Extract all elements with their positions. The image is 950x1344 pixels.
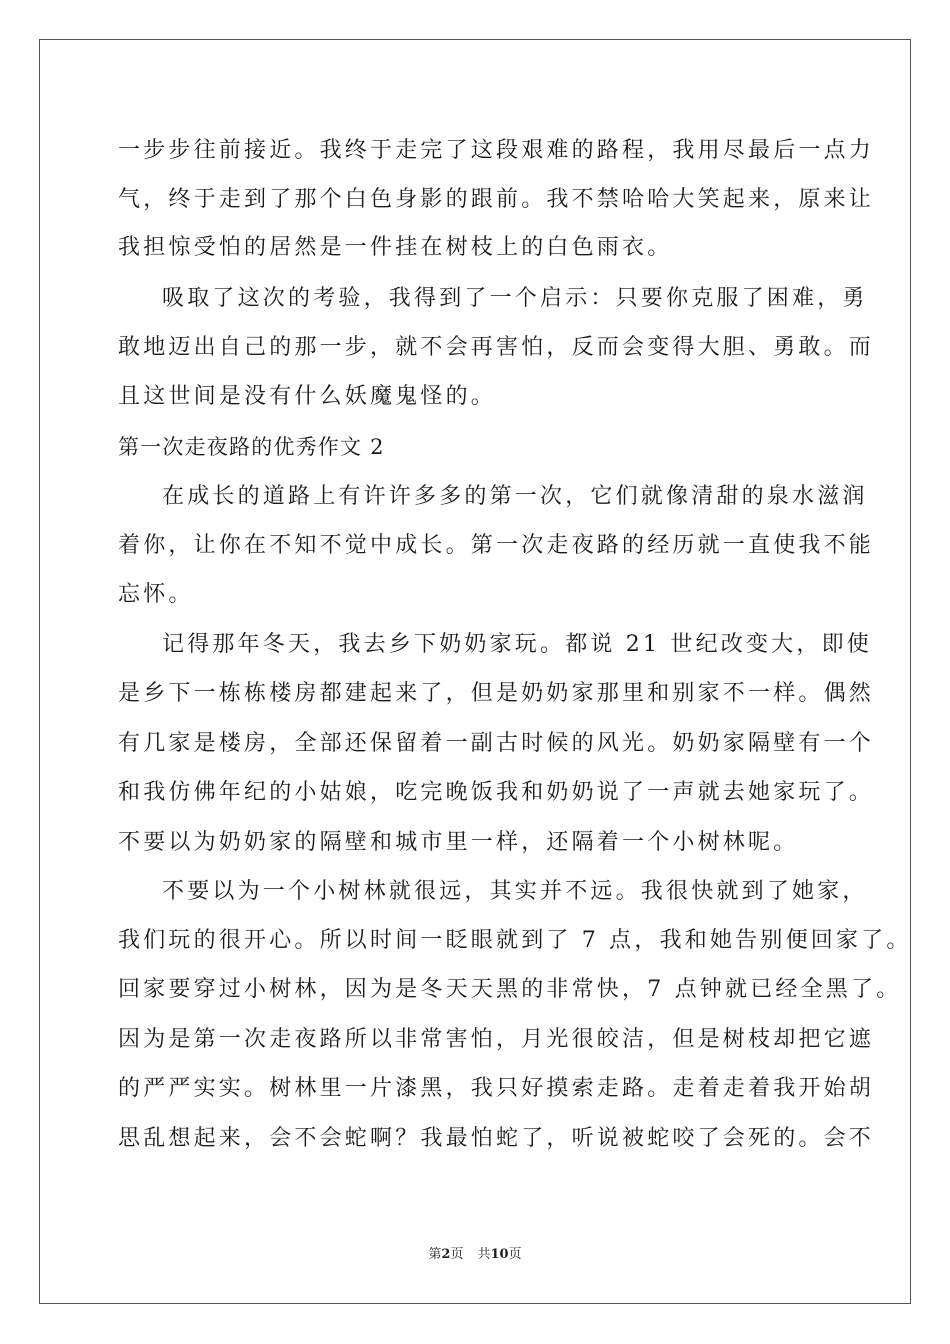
text-line: 的严严实实。树林里一片漆黑，我只好摸索走路。走着走着我开始胡 [118,1076,875,1101]
page-footer [0,1246,950,1264]
text-line: 我担惊受怕的居然是一件挂在树枝上的白色雨衣。 [118,235,673,260]
footer-page-prefix: 第 [428,1247,442,1262]
text-line: 敢地迈出自己的那一步，就不会再害怕，反而会变得大胆、勇敢。而 [118,335,875,360]
text-line: 和我仿佛年纪的小姑娘，吃完晚饭我和奶奶说了一声就去她家玩了。 [118,780,875,805]
text-line: 我们玩的很开心。所以时间一眨眼就到了 7 点，我和她告别便回家了。 [118,928,912,953]
footer-page-suffix: 页 [450,1247,464,1262]
text-line: 记得那年冬天，我去乡下奶奶家玩。都说 21 世纪改变大，即使 [162,632,872,657]
text-line: 是乡下一栋栋楼房都建起来了，但是奶奶家那里和别家不一样。偶然 [118,681,875,706]
text-line: 忘怀。 [118,582,194,607]
section-heading: 第一次走夜路的优秀作文 2 [118,435,385,459]
text-line: 气，终于走到了那个白色身影的跟前。我不禁哈哈大笑起来，原来让 [118,187,875,212]
text-line: 回家要穿过小树林，因为是冬天天黑的非常快，7 点钟就已经全黑了。 [118,977,902,1002]
text-line: 且这世间是没有什么妖魔鬼怪的。 [118,384,497,409]
text-line: 有几家是楼房，全部还保留着一副古时候的风光。奶奶家隔壁有一个 [118,731,875,756]
footer-page-number: 2 [441,1247,451,1262]
text-line: 在成长的道路上有许许多多的第一次，它们就像清甜的泉水滋润 [162,484,868,509]
text-line: 吸取了这次的考验，我得到了一个启示：只要你克服了困难，勇 [162,286,868,311]
footer-total-suffix: 页 [508,1247,522,1262]
page-border [39,39,911,1304]
text-line: 不要以为一个小树林就很远，其实并不远。我很快就到了她家， [162,879,868,904]
text-line: 因为是第一次走夜路所以非常害怕，月光很皎洁，但是树枝却把它遮 [118,1027,875,1052]
text-line: 一步步往前接近。我终于走完了这段艰难的路程，我用尽最后一点力 [118,138,875,163]
text-line: 思乱想起来，会不会蛇啊？我最怕蛇了，听说被蛇咬了会死的。会不 [118,1126,875,1151]
text-line: 着你，让你在不知不觉中成长。第一次走夜路的经历就一直使我不能 [118,533,875,558]
footer-total-prefix: 共 [477,1247,491,1262]
footer-total-pages: 10 [490,1247,509,1262]
text-line: 不要以为奶奶家的隔壁和城市里一样，还隔着一个小树林呢。 [118,830,799,855]
